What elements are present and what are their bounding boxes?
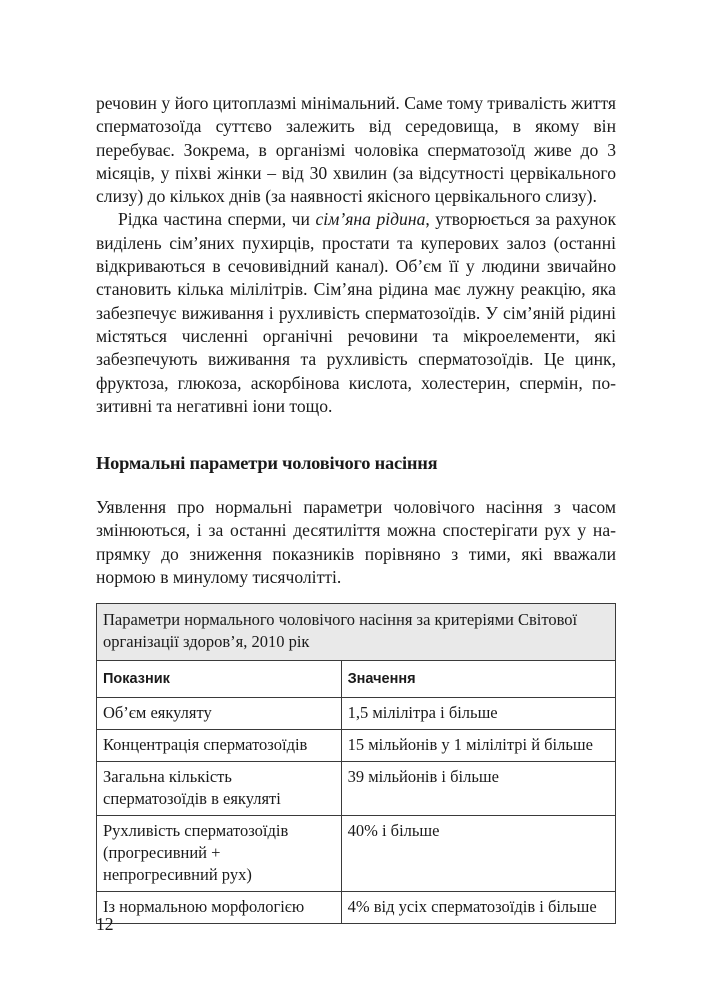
table-row: [97, 730, 616, 762]
who-parameters-table: [96, 603, 616, 924]
section-intro: Уявлення про нормальні параметри чоловічого насіння з часом змінюються, і за останні десятиліття можна спостерігати рух у напрямку до зниження показників порівняно з тими, які вважали нормою в минулому тисячолітті.: [96, 497, 616, 588]
table-header-row: [97, 661, 616, 698]
cell-value: 39 мільйонів і більше: [341, 762, 615, 816]
page-body: [96, 92, 616, 924]
column-header-value: Значення: [341, 661, 615, 698]
cell-value: 40% і більше: [341, 816, 615, 892]
table-row: [97, 892, 616, 924]
table-caption-row: [97, 604, 616, 661]
table-row: [97, 816, 616, 892]
table-row: [97, 762, 616, 816]
seminal-fluid-text-rest: , утворюється за рахунок виділень сім’яних пухирців, простати та куперових залоз (останні відкриваються в сечовивідний канал). Об’єм її у людини звичайно становить кілька мілілітрів. Сім’яна рідина має лужну реакцію, яка забезпечує виживання і рухливість сперматозоїдів. У сім’яній рідині містяться численні органічні речовини та мікроелементи, які забезпечують виживання та рухливість сперматозоїдів. Це цинк, фруктоза, глюкоза, аскорбінова кислота, холестерин, спермін, позитивні та негативні іони тощо.: [96, 209, 617, 416]
cell-indicator: Загальна кількість сперматозоїдів в еякуляті: [97, 762, 342, 816]
column-header-indicator: Показник: [97, 661, 342, 698]
seminal-fluid-text-start: Рідка частина сперми, чи: [118, 209, 316, 230]
cell-indicator: Рухливість сперматозоїдів (прогресивний + непрогресивний рух): [97, 816, 342, 892]
cell-indicator: Концентрація сперматозоїдів: [97, 730, 342, 762]
section-heading: Нормальні параметри чоловічого насіння: [96, 453, 438, 474]
cell-indicator: Із нормальною морфологією: [97, 892, 342, 924]
paragraph-sperm-lifespan: речовин у його цитоплазмі мінімальний. Саме тому тривалість життя сперматозоїда суттєво залежить від середовища, в якому він перебуває. Зокрема, в організмі чоловіка сперматозоїд живе до 3 місяців, у піхві жінки – від 30 хвилин (за відсутності цервікального слизу) до кількох днів (за наявності якісного цервікального слизу).: [96, 93, 616, 207]
cell-indicator: Об’єм еякуляту: [97, 698, 342, 730]
seminal-fluid-term: сім’яна рідина: [315, 209, 426, 230]
cell-value: 1,5 мілілітра і більше: [341, 698, 615, 730]
cell-value: 4% від усіх сперматозоїдів і більше: [341, 892, 615, 924]
table-caption: Параметри нормального чоловічого насіння за критеріями Світової організації здоров’я, 2010 рік: [97, 604, 616, 661]
table-row: [97, 698, 616, 730]
page-number: 12: [96, 914, 114, 934]
paragraph-seminal-fluid: [96, 208, 616, 418]
cell-value: 15 мільйонів у 1 мілілітрі й більше: [341, 730, 615, 762]
